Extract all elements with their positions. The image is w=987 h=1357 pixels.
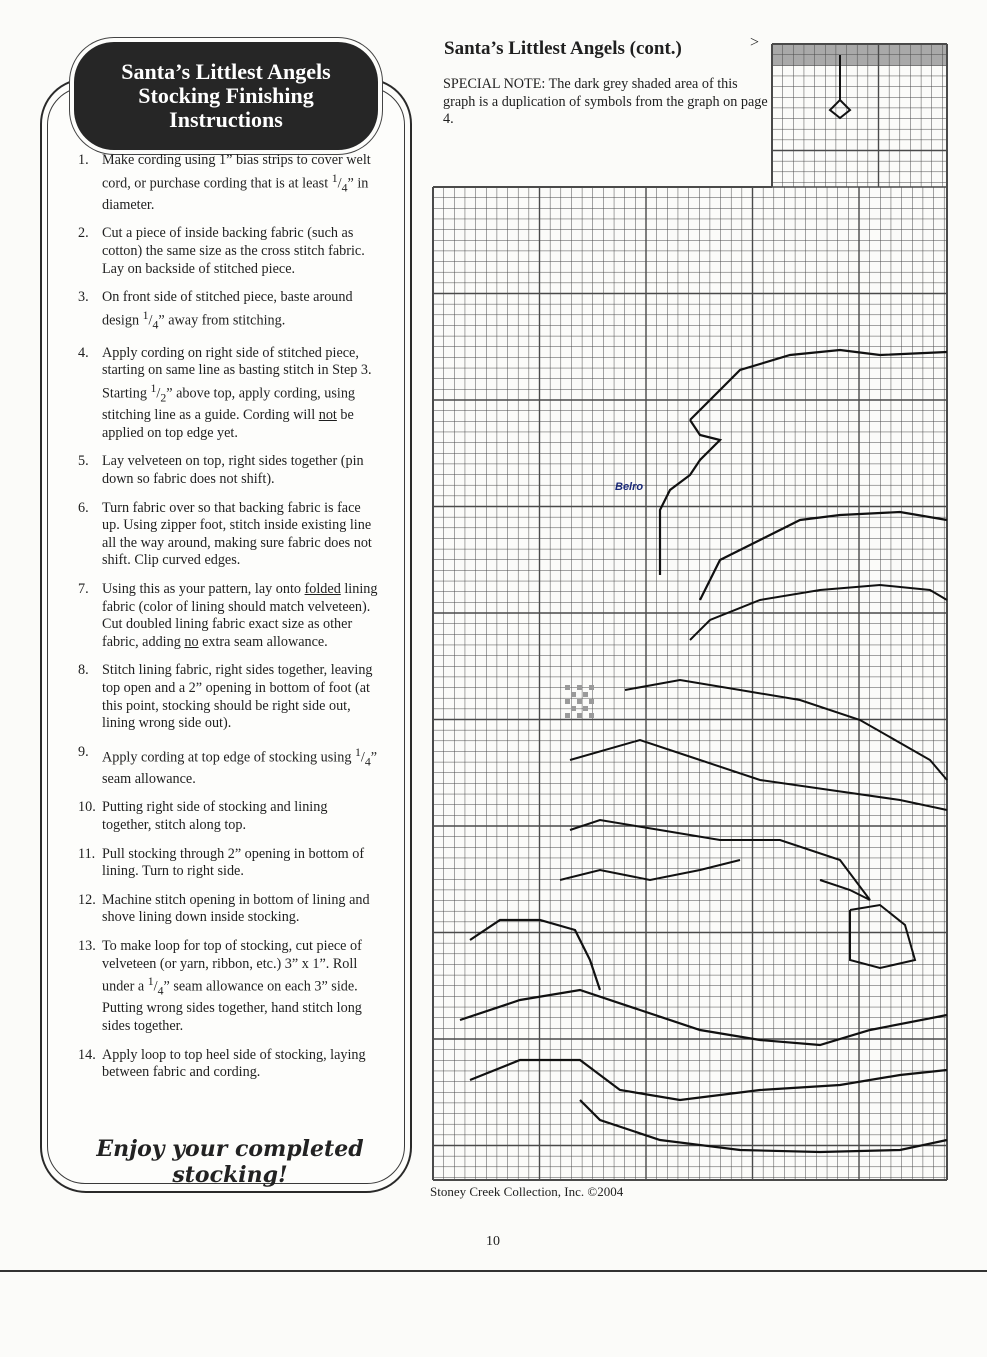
instruction-step-1: 1. Make cording using 1” bias strips to cover welt cord, or purchase cording that is at least $^1/_4$” in diameter. bbox=[78, 152, 371, 213]
instruction-step-6: 6. Turn fabric over so that backing fabric is face up. Using zipper foot, stitch inside existing line all the way around, making sure fabric does not shift. Clip curved edges. bbox=[78, 499, 372, 569]
stitch-pattern bbox=[460, 55, 947, 1152]
instruction-step-2: 2. Cut a piece of inside backing fabric (such as cotton) the same size as the cross stitch fabric. Lay on backside of stitched piece. bbox=[78, 225, 365, 277]
instruction-step-14: 14. Apply loop to top heel side of stocking, laying between fabric and cording. bbox=[78, 1046, 366, 1081]
instruction-step-7: 7. Using this as your pattern, lay onto folded lining fabric (color of lining should match velveteen). Cut doubled lining fabric exact size as other fabric, adding no extra seam allowance. bbox=[78, 580, 378, 650]
instruction-step-13: 13. To make loop for top of stocking, cut piece of velveteen (or yarn, ribbon, etc.) 3” x 1”. Roll under a $^1/_4$” seam allowance on each 3” side. Putting wrong sides together, hand stitch long sides together. bbox=[78, 938, 362, 1034]
duplicated-shaded-area bbox=[772, 44, 947, 66]
special-note: SPECIAL NOTE: The dark grey shaded area of this graph is a duplication of symbols from the graph on page 4. bbox=[443, 76, 768, 128]
instruction-step-11: 11. Pull stocking through 2” opening in bottom of lining. Turn to right side. bbox=[78, 845, 365, 880]
instruction-step-9: 9. Apply cording at top edge of stocking using $^1/_4$” seam allowance. bbox=[78, 743, 378, 787]
panel-title-line-2: Stocking Finishing bbox=[138, 83, 314, 108]
instruction-step-3: 3. On front side of stitched piece, baste around design $^1/_4$” away from stitching. bbox=[78, 289, 353, 332]
instruction-step-12: 12. Machine stitch opening in bottom of lining and shove lining down inside stocking. bbox=[78, 891, 370, 926]
page-number: 10 bbox=[486, 1234, 500, 1249]
panel-title-line-3: Instructions bbox=[169, 107, 283, 132]
chart-title: Santa’s Littlest Angels (cont.) bbox=[444, 38, 682, 59]
copyright-caption: Stoney Creek Collection, Inc. ©2004 bbox=[430, 1184, 624, 1199]
panel-title-line-1: Santa’s Littlest Angels bbox=[121, 59, 331, 84]
closing-message: Enjoy your completed stocking! bbox=[96, 1136, 364, 1188]
instruction-step-5: 5. Lay velveteen on top, right sides together (pin down so fabric does not shift). bbox=[78, 453, 364, 487]
instruction-step-8: 8. Stitch lining fabric, right sides together, leaving top open and a 2” opening in bottom of foot (at this point, stocking should be right side out, lining wrong side out). bbox=[78, 662, 373, 732]
instruction-step-10: 10. Putting right side of stocking and lining together, stitch along top. bbox=[78, 799, 328, 834]
chart-grid bbox=[433, 44, 947, 1180]
chart-label: Belro bbox=[615, 481, 644, 493]
page-bottom-rule bbox=[0, 1270, 987, 1272]
continuation-arrow-icon: > bbox=[750, 34, 760, 51]
instruction-step-4: 4. Apply cording on right side of stitched piece, starting on same line as basting stitch in Step 3. Starting $^1/_2$” above top, apply cording, using stitching line as a guide. Cording will not be applied on top edge yet. bbox=[78, 344, 372, 441]
